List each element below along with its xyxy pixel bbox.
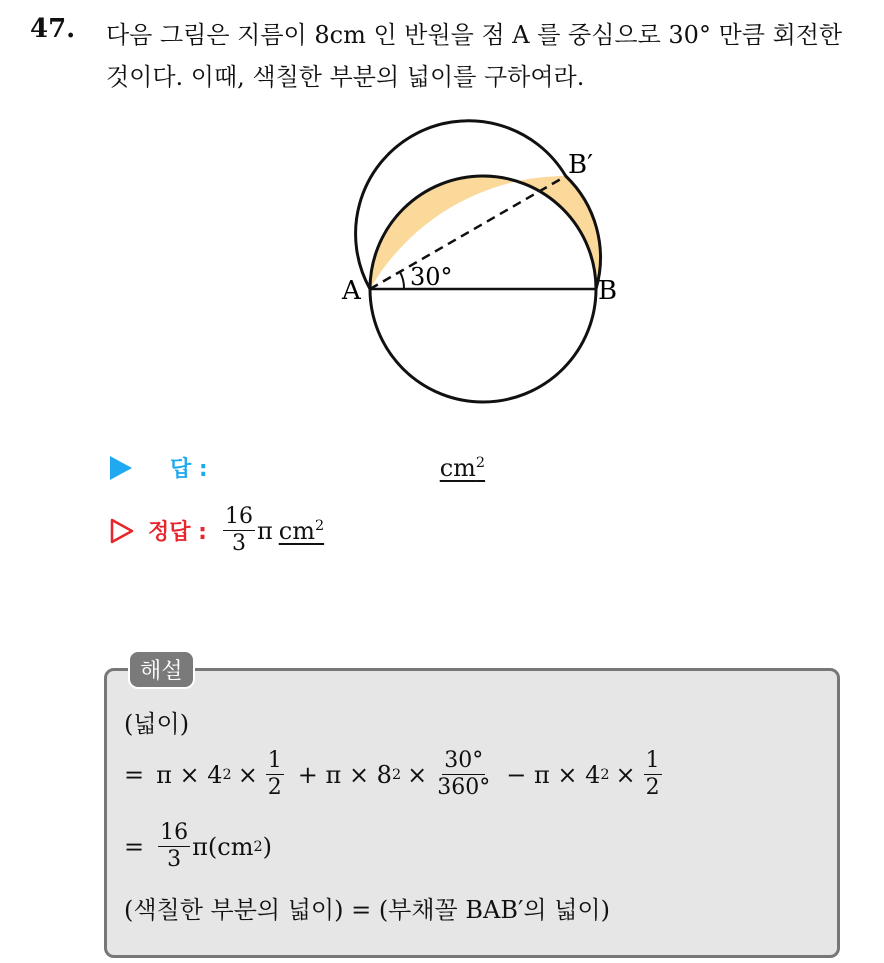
fraction-3: $\frac{1}{2}$ (645, 748, 660, 800)
solution-line-3: = $\frac{16}{3}$ π(cm 2 ) (124, 820, 272, 872)
label-b-prime: B′ (568, 150, 594, 180)
answer-unit: $cm^2$ (439, 453, 486, 482)
geometry-figure (330, 95, 650, 415)
solution-line-1: (넓이) (124, 710, 190, 738)
question-line-1: 다음 그림은 지름이 8cm 인 반원을 점 A 를 중심으로 30° 만큼 회전한 (106, 21, 843, 49)
outline-triangle-icon (110, 518, 134, 544)
fraction-1: $\frac{1}{2}$ (267, 748, 282, 800)
correct-row (110, 504, 324, 557)
correct-pi: π (256, 516, 273, 545)
play-triangle-icon (110, 456, 132, 480)
question-line-2: 것이다. 이때, 색칠한 부분의 넓이를 구하여라. (106, 63, 585, 91)
fraction-2: $\frac{30^\circ}{360^\circ}$ (437, 748, 491, 800)
question-text (106, 14, 884, 98)
answer-label: 답 : (170, 457, 208, 482)
question-number: 47. (30, 14, 76, 44)
solution-line-2: = π × 4 2 × $\frac{1}{2}$ + π × 8 2 × $\frac{30^\circ}{360^\circ}$ − π × 4 2 × $\frac{1}{2}$ (124, 748, 660, 800)
answer-row (110, 452, 485, 483)
solution-tag: 해설 (128, 650, 195, 689)
label-a: A (342, 276, 361, 306)
angle-label: 30° (410, 263, 453, 291)
label-b: B (598, 276, 618, 306)
figure-svg (330, 95, 650, 415)
shaded-region (370, 176, 601, 289)
correct-fraction: $\frac{16}{3}$ (224, 504, 253, 556)
solution-line-4: (색칠한 부분의 넓이) = (부채꼴 BAB′의 넓이) (124, 896, 610, 924)
angle-mark (400, 272, 404, 289)
correct-unit: $cm^2$ (278, 516, 325, 545)
correct-label: 정답 : (148, 520, 207, 545)
fraction-4: $\frac{16}{3}$ (160, 820, 189, 872)
